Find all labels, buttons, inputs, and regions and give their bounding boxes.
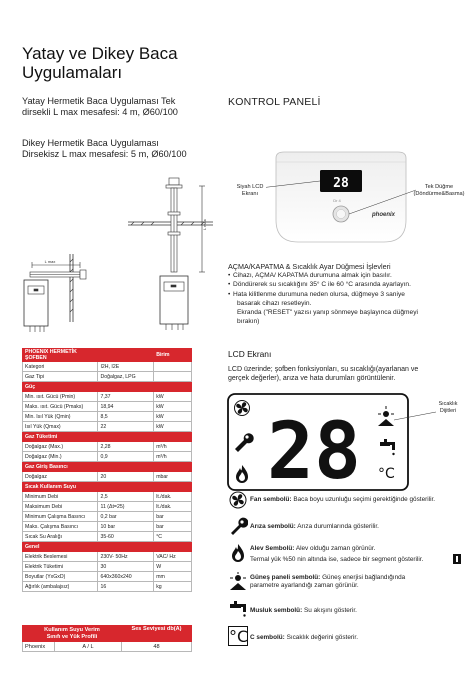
- symbol-text: Güneş enerjisi bağlandığında: [320, 574, 406, 581]
- table-cell: 8,5: [98, 412, 154, 422]
- table-row: [23, 412, 192, 422]
- wrench-icon: [228, 516, 248, 536]
- panel-lcd-value: 28: [333, 176, 349, 191]
- table-cell: Gaz Giriş Basıncı: [23, 462, 98, 472]
- operation-text: basarak cihazı resetleyin.: [237, 299, 312, 307]
- table-cell: [98, 462, 154, 472]
- symbol-name: Fan sembolü:: [250, 496, 292, 503]
- table-cell: Boyutlar (YxGxD): [23, 572, 98, 582]
- table-cell: 7,37: [98, 392, 154, 402]
- table-header-cell: [98, 349, 154, 362]
- table-cell: 20: [98, 472, 154, 482]
- table-cell: Doğalgaz: [23, 472, 98, 482]
- knob-callout: [410, 184, 468, 197]
- table-cell: Doğalgaz (Max.): [23, 442, 98, 452]
- table-cell: 2,5: [98, 492, 154, 502]
- table-header-cell: [23, 626, 122, 642]
- symbol-text: Arıza durumlarında gösterilir.: [295, 523, 379, 530]
- horizontal-flue-line1: Yatay Hermetik Baca Uygulaması Tek: [22, 96, 176, 106]
- table-cell: 0,9: [98, 452, 154, 462]
- symbol-name: Musluk sembolü:: [250, 607, 303, 614]
- page-title-line2: Uygulamaları: [22, 63, 123, 82]
- table-cell: [154, 372, 192, 382]
- lcd-screen-callout: [232, 184, 268, 197]
- table-row: [23, 372, 192, 382]
- table-cell: 640x360x240: [98, 572, 154, 582]
- table-cell: Min. Isıl Yük (Qmin): [23, 412, 98, 422]
- table-header-cell: Ses Seviyesi db(A): [122, 626, 192, 642]
- table-cell: Isıl Yük (Qmax): [23, 422, 98, 432]
- table-cell: Maks. ısıt. Gücü (Pmaks): [23, 402, 98, 412]
- flame-segment-icon: [453, 554, 461, 564]
- table-row: [23, 362, 192, 372]
- table-cell: Minimum Çalışma Basıncı: [23, 512, 98, 522]
- table-row: [23, 452, 192, 462]
- table-cell: Gaz Tüketimi: [23, 432, 98, 442]
- flue-installation-diagram: [18, 172, 218, 342]
- symbol-text: Termal yük %50 nin altında ise, sadece bir segment gösterilir.: [250, 556, 424, 563]
- solar-icon: [228, 572, 248, 592]
- table-row: [23, 552, 192, 562]
- knob-callout-line2: (Döndürme&Basma): [413, 190, 465, 197]
- table-cell: Sıcak Su Aralığı: [23, 532, 98, 542]
- table-row: [23, 522, 192, 532]
- symbol-name: Arıza sembolü:: [250, 523, 296, 530]
- table-cell: Doğalgaz, LPG: [98, 372, 154, 382]
- table-cell: W: [154, 562, 192, 572]
- table-row: [23, 442, 192, 452]
- table-cell: [98, 482, 154, 492]
- table-cell: kg: [154, 582, 192, 592]
- table-section-row: [23, 382, 192, 392]
- table-cell: A / L: [55, 642, 122, 652]
- symbol-text: Su akışını gösterir.: [302, 607, 357, 614]
- symbol-description: [250, 634, 468, 642]
- symbol-row-solar: [228, 572, 468, 594]
- table-header-cell: Birim: [154, 349, 192, 362]
- symbol-text: parametre ayarlandığı zaman görünür.: [250, 582, 359, 589]
- lcd-callout-line1: Siyah LCD: [236, 184, 264, 190]
- vertical-dim-label: L max: [202, 219, 207, 230]
- table-cell: 2,28: [98, 442, 154, 452]
- vertical-flue-line1: Dikey Hermetik Baca Uygulaması: [22, 138, 159, 148]
- vertical-flue-line2: Dirsekisz L max mesafesi: 5 m, Ø60/100: [22, 149, 187, 159]
- table-cell: Maks. Çalışma Basıncı: [23, 522, 98, 532]
- lcd-section-title: LCD Ekranı: [228, 349, 272, 359]
- symbol-text: Baca boyu uzunluğu seçimi gerektiğinde gösterilir.: [291, 496, 436, 503]
- table-cell: 230V- 50Hz: [98, 552, 154, 562]
- table-cell: 0,2 bar: [98, 512, 154, 522]
- table-section-row: [23, 432, 192, 442]
- symbol-description: [250, 607, 468, 615]
- page-title: [22, 44, 242, 82]
- symbol-name: Alev Sembolü:: [250, 545, 295, 552]
- symbol-text: Sıcaklık değerini gösterir.: [284, 634, 358, 641]
- table-cell: 10 bar: [98, 522, 154, 532]
- table-cell: Genel: [23, 542, 98, 552]
- table-cell: Elektrik Beslemesi: [23, 552, 98, 562]
- symbol-row-flame: [228, 543, 468, 569]
- faucet-icon: [228, 598, 248, 618]
- symbol-description: [250, 574, 468, 590]
- table-cell: 48: [122, 642, 192, 652]
- table-cell: Kategori: [23, 362, 98, 372]
- symbol-row-fault: [228, 516, 468, 538]
- knob-label: Dr 4: [333, 198, 341, 203]
- symbol-row-celsius: [228, 626, 468, 648]
- brand-logo: phoenix: [372, 212, 396, 218]
- table-cell: [154, 382, 192, 392]
- table-row: [23, 582, 192, 592]
- noise-level-table: [22, 625, 192, 652]
- symbol-name: C sembolü:: [250, 634, 285, 641]
- table-cell: mbar: [154, 472, 192, 482]
- table-cell: [98, 432, 154, 442]
- table-cell: Elektrik Tüketimi: [23, 562, 98, 572]
- table-cell: [154, 462, 192, 472]
- table-cell: °C: [154, 532, 192, 542]
- page-title-line1: Yatay ve Dikey Baca: [22, 44, 178, 63]
- lcd-desc-line1: LCD üzerinde; şofben fonksiyonları, su sıcaklığı(ayarlanan ve: [228, 366, 419, 373]
- lcd-temperature-value: 28: [267, 407, 361, 494]
- knob-callout-line1: Tek Düğme: [424, 184, 454, 190]
- operation-text: Hata kilitlenme durumuna neden olursa, düğmeye 3 saniye: [233, 290, 405, 298]
- list-item: [228, 280, 464, 289]
- list-item: [228, 271, 464, 280]
- table-cell: mm: [154, 572, 192, 582]
- table-cell: kW: [154, 412, 192, 422]
- symbol-description: [250, 545, 468, 564]
- lcd-digits: [267, 407, 361, 494]
- table-section-row: [23, 542, 192, 552]
- operation-text: bırakın): [237, 318, 260, 326]
- table-cell: Güç: [23, 382, 98, 392]
- vertical-installation: [128, 178, 213, 330]
- operations-list: [228, 271, 464, 327]
- control-panel-illustration: [266, 150, 416, 248]
- table-row: [23, 562, 192, 572]
- horizontal-dim-label: L max: [44, 259, 56, 264]
- table-cell: 18,94: [98, 402, 154, 412]
- table-cell: VAC/ Hz: [154, 552, 192, 562]
- table-row: [23, 532, 192, 542]
- table-cell: bar: [154, 512, 192, 522]
- horizontal-installation: [24, 254, 86, 332]
- noise-header-line1: Kullanım Suyu Verim: [44, 627, 100, 633]
- symbol-row-faucet: [228, 598, 468, 620]
- celsius-icon: °C: [378, 466, 395, 482]
- control-panel-title: KONTROL PANELİ: [228, 96, 321, 108]
- table-header-row: [23, 349, 192, 362]
- lcd-callout-line2: Ekranı: [241, 190, 259, 197]
- table-row: [23, 492, 192, 502]
- table-cell: [98, 382, 154, 392]
- table-cell: kW: [154, 392, 192, 402]
- table-header-cell: PHOENIX HERMETİK ŞOFBEN: [23, 349, 98, 362]
- table-row: [23, 392, 192, 402]
- table-cell: bar: [154, 522, 192, 532]
- operations-title: AÇMA/KAPATMA & Sıcaklık Ayar Düğmesi İşlevleri: [228, 262, 391, 271]
- table-cell: 11 (Δt=25): [98, 502, 154, 512]
- table-cell: kW: [154, 422, 192, 432]
- symbol-name: Güneş paneli sembolü:: [250, 574, 321, 581]
- table-cell: Ağırlık (ambalajsız): [23, 582, 98, 592]
- table-cell: 16: [98, 582, 154, 592]
- operation-text: Döndürerek su sıcaklığını 35° C ile 60 °C arasında ayarlayın.: [233, 281, 411, 289]
- table-cell: Sıcak Kullanım Suyu: [23, 482, 98, 492]
- table-cell: Min. ısıt. Gücü (Pmin): [23, 392, 98, 402]
- table-row: [23, 402, 192, 412]
- temperature-digits-callout-line2: Dijitleri: [439, 408, 457, 414]
- table-cell: 30: [98, 562, 154, 572]
- table-cell: Doğalgaz (Min.): [23, 452, 98, 462]
- table-cell: I2H, I2E: [98, 362, 154, 372]
- operation-text: Ekranda ("RESET" yazısı yanıp sönmeye başlayınca düğmeyi: [237, 309, 418, 317]
- symbol-description: [250, 496, 468, 504]
- symbol-text: Alev olduğu zaman görünür.: [294, 545, 376, 552]
- table-cell: lt./dak.: [154, 492, 192, 502]
- table-cell: Maksimum Debi: [23, 502, 98, 512]
- symbol-description: [250, 523, 468, 531]
- symbol-row-fan: [228, 490, 468, 512]
- table-header-row: [23, 626, 192, 642]
- flame-icon: [228, 543, 248, 563]
- operation-text: Cihazı, AÇMA/ KAPATMA durumuna almak için basılır.: [233, 272, 392, 279]
- table-row: [23, 642, 192, 652]
- table-cell: Phoenix: [23, 642, 55, 652]
- lcd-description: [228, 365, 468, 383]
- table-cell: kW: [154, 402, 192, 412]
- table-cell: [154, 542, 192, 552]
- horizontal-flue-info: [22, 96, 222, 118]
- table-row: [23, 472, 192, 482]
- table-cell: m³/h: [154, 442, 192, 452]
- fan-icon: [228, 490, 248, 510]
- table-row: [23, 572, 192, 582]
- table-cell: Minimum Debi: [23, 492, 98, 502]
- table-cell: [154, 432, 192, 442]
- table-row: [23, 512, 192, 522]
- table-cell: [98, 542, 154, 552]
- table-cell: Gaz Tipi: [23, 372, 98, 382]
- table-cell: lt./dak.: [154, 502, 192, 512]
- horizontal-flue-line2: dirsekli L max mesafesi: 4 m, Ø60/100: [22, 107, 178, 117]
- noise-header-line2: Sınıfı ve Yük Profili: [46, 633, 98, 640]
- list-item: [228, 290, 464, 327]
- table-row: [23, 502, 192, 512]
- temperature-digits-callout-line1: Sıcaklık: [438, 401, 458, 407]
- table-cell: [154, 362, 192, 372]
- vertical-flue-info: [22, 138, 222, 160]
- table-row: [23, 422, 192, 432]
- table-cell: [154, 482, 192, 492]
- table-cell: m³/h: [154, 452, 192, 462]
- lcd-desc-line2: gerçek değerler), arıza ve hata durumları görüntülenir.: [228, 375, 396, 382]
- table-section-row: [23, 482, 192, 492]
- celsius-icon: °C: [229, 627, 249, 646]
- table-section-row: [23, 462, 192, 472]
- lcd-display-diagram: [226, 392, 470, 494]
- specification-table: [22, 348, 192, 592]
- table-cell: 35-60: [98, 532, 154, 542]
- table-cell: 22: [98, 422, 154, 432]
